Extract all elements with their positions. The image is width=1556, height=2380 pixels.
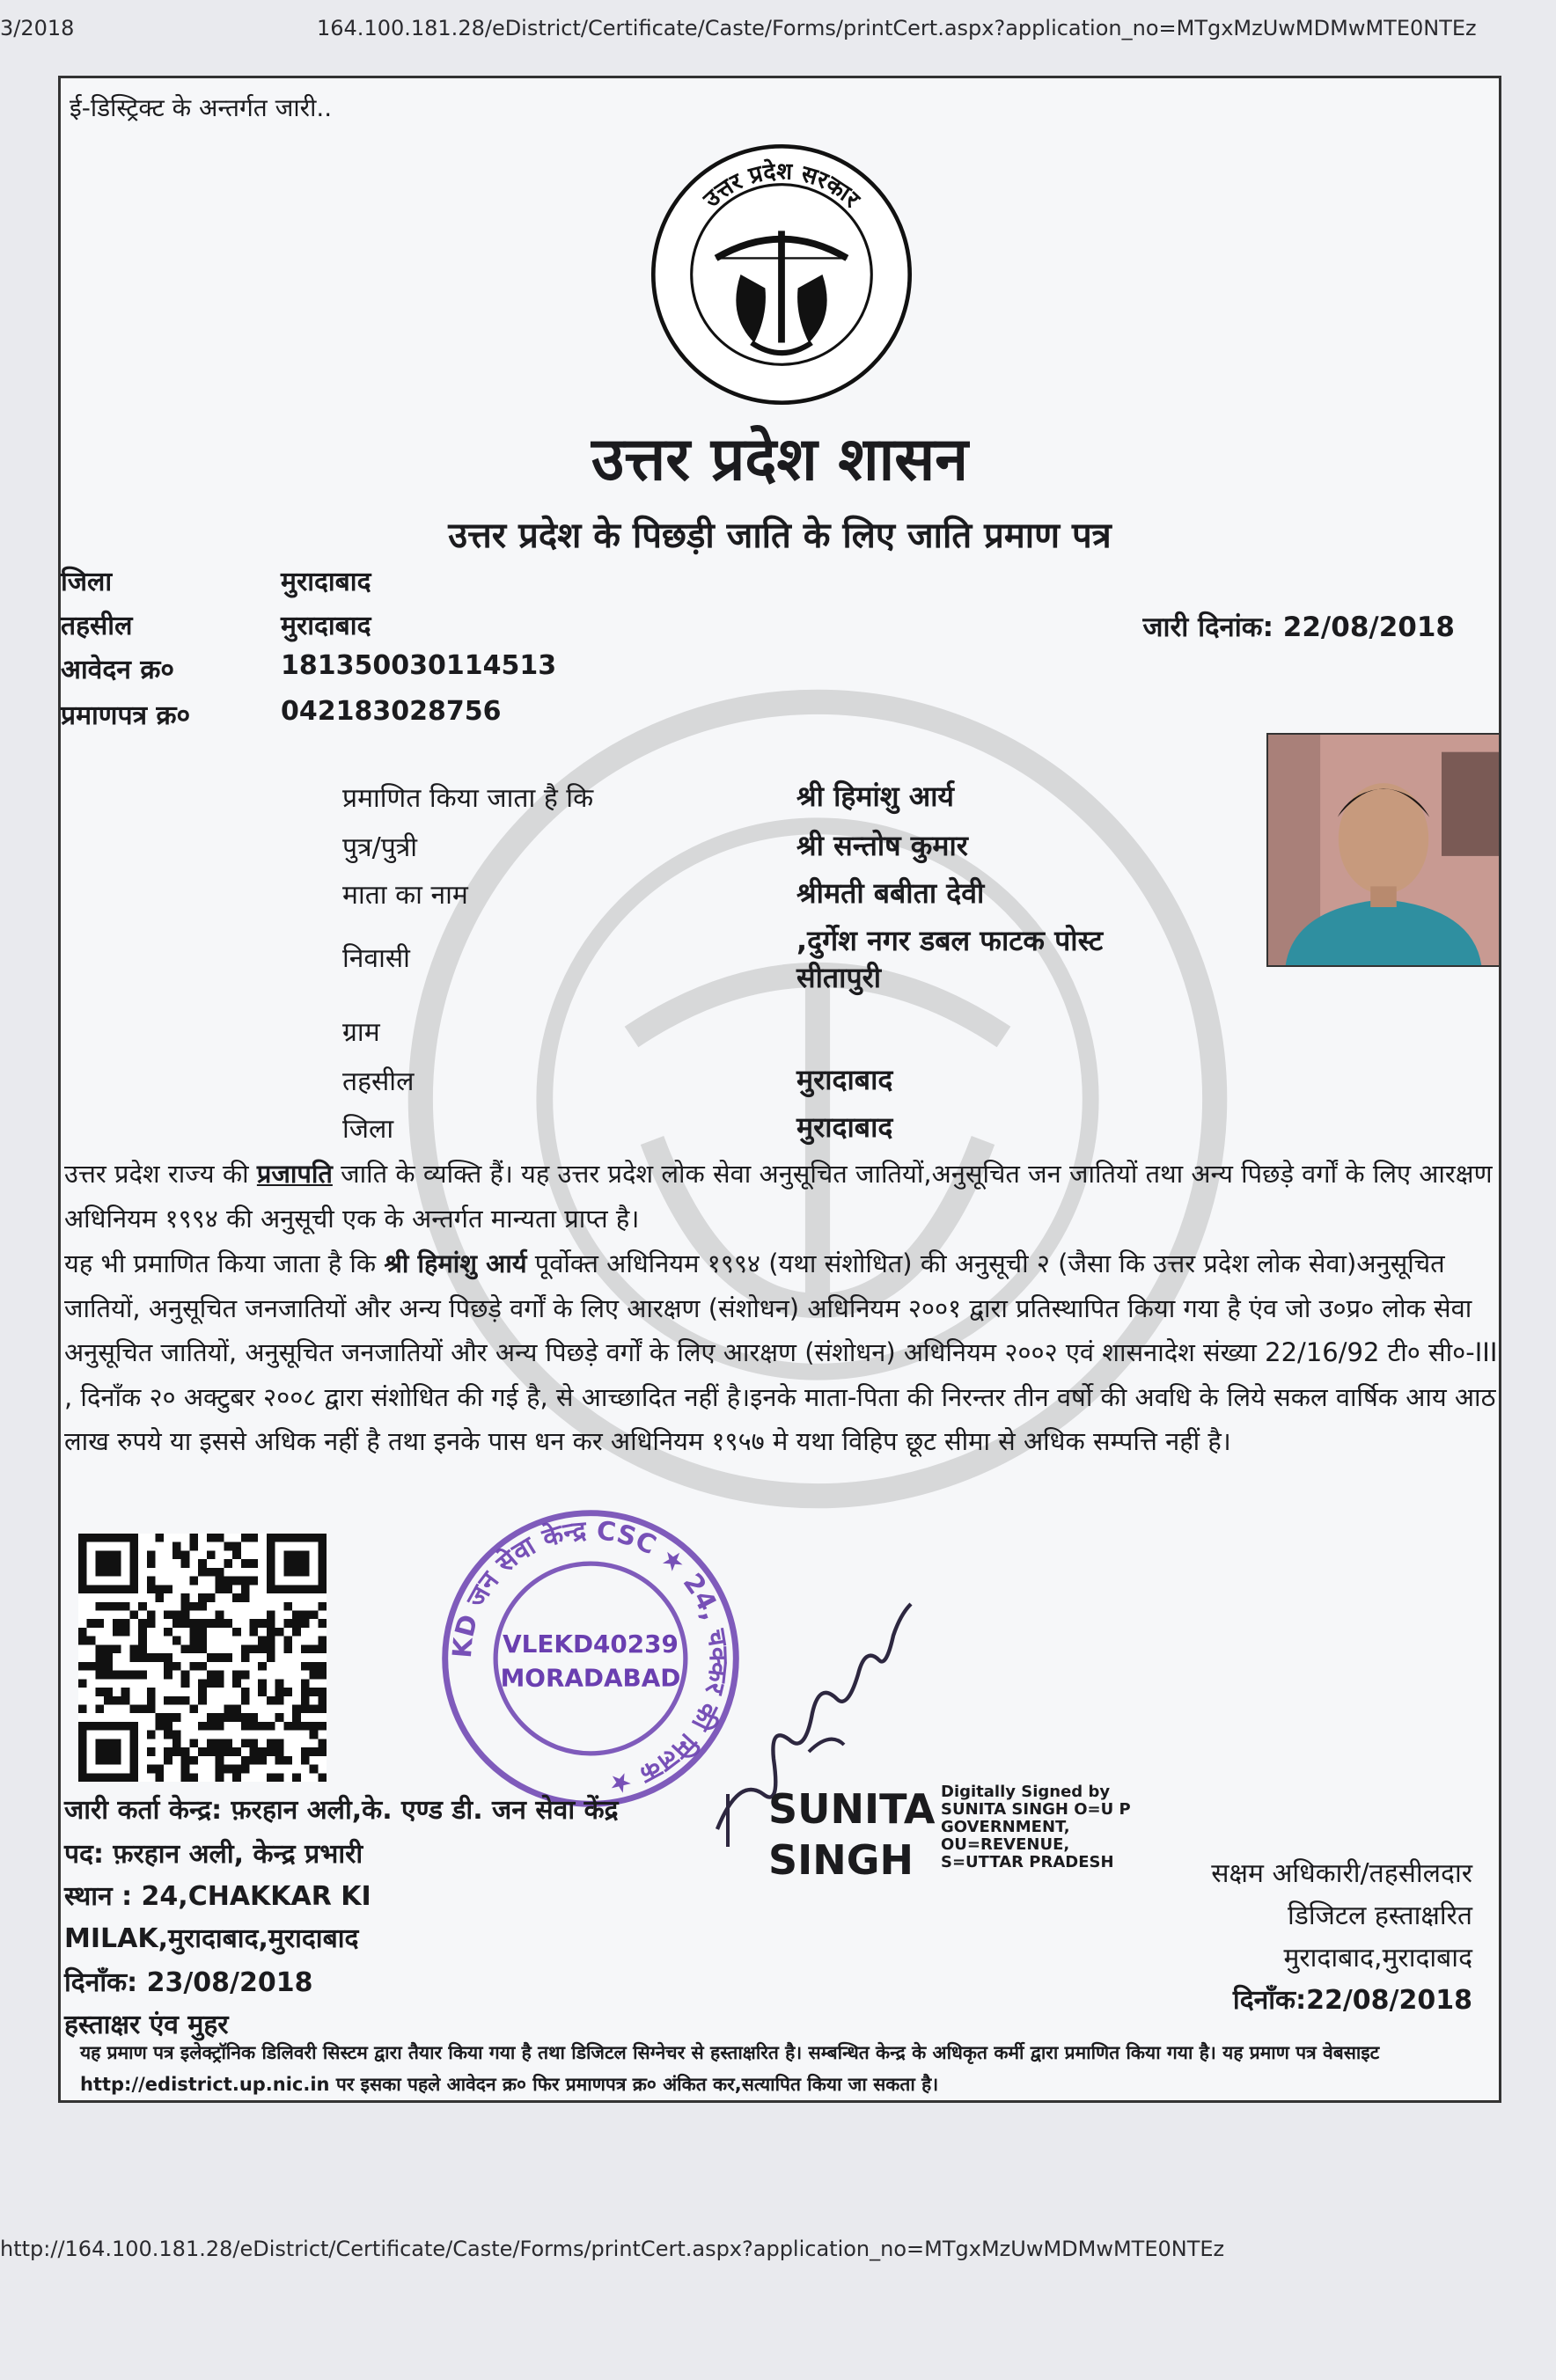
officer-title: सक्षम अधिकारी/तहसीलदार — [1211, 1858, 1472, 1889]
mother-name: श्रीमती बबीता देवी — [796, 876, 985, 910]
issuing-date: दिनाँक: 23/08/2018 — [64, 1967, 313, 1998]
field-tehsil-label: तहसील — [342, 1066, 415, 1097]
resident-label: निवासी — [342, 943, 410, 974]
village-label: ग्राम — [342, 1017, 380, 1048]
address-line2: सीतापुरी — [796, 961, 882, 994]
meta-district-value: मुरादाबाद — [281, 567, 371, 597]
print-date: 3/2018 — [0, 16, 75, 40]
issue-date-value: 22/08/2018 — [1282, 611, 1455, 643]
svg-text:KD जन सेवा केन्द्र CSC ★ 24, च: KD जन सेवा केन्द्र CSC ★ 24, चक्कर की मिलक ★ — [446, 1515, 735, 1801]
meta-application-label: आवेदन क्र० — [61, 655, 175, 685]
field-district-value: मुरादाबाद — [796, 1110, 893, 1144]
meta-certificate-number: 042183028756 — [281, 696, 502, 727]
print-footer-url: http://164.100.181.28/eDistrict/Certificate/Caste/Forms/printCert.aspx?application_no=MTgxMzUwMDMwMTE0NTEz — [0, 2237, 1225, 2261]
field-tehsil-value: मुरादाबाद — [796, 1063, 893, 1096]
officer-digital-signed: डिजिटल हस्ताक्षरित — [1288, 1900, 1472, 1931]
svg-text:उत्तर प्रदेश सरकार: उत्तर प्रदेश सरकार — [698, 158, 865, 214]
issue-date — [1143, 608, 1455, 645]
issuing-centre: जारी कर्ता केन्द्र: फ़रहान अली,के. एण्ड डी. जन सेवा केंद्र — [64, 1795, 619, 1826]
address-line1: ,दुर्गेश नगर डबल फाटक पोस्ट — [796, 924, 1104, 957]
officer-date: दिनाँक:22/08/2018 — [1232, 1985, 1472, 2016]
field-district-label: जिला — [342, 1114, 394, 1145]
issued-under-text: ई-डिस्ट्रिक्ट के अन्तर्गत जारी.. — [70, 93, 333, 122]
exclusion-statement: यह भी प्रमाणित किया जाता है कि श्री हिमांशु आर्य पूर्वोक्त अधिनियम १९९४ (यथा संशोधित) की अनुसूची २ (जैसा कि उत्तर प्रदेश लोक सेवा)अनुसूचित जातियों, अनुसूचित जनजातियों और अन्य पिछड़े वर्गों के लिए आरक्षण (संशोधन) अधिनियम २००१ द्वारा प्रतिस्थापित किया गया है एंव जो उ०प्र० लोक सेवा अनुसूचित जातियों, अनुसूचित जनजातियों और अन्य पिछड़े वर्गों के लिए आरक्षण (संशोधन) अधिनियम २००२ एवं शासनादेश संख्या 22/16/92 टी० सी०-III , दिनाँक २० अक्टुबर २००८ द्वारा संशोधित की गई है, से आच्छादित नहीं है।इनके माता-पिता की निरन्तर तीन वर्षो की अवधि के लिये सकल वार्षिक आय आठ लाख रुपये या इससे अधिक नहीं है तथा इनके पास धन कर अधिनियम १९५७ मे यथा विहिप छूट सीमा से अधिक सम्पत्ति नहीं है। — [64, 1249, 1498, 1456]
certificate-sheet — [58, 76, 1501, 2103]
issuing-place-line1: स्थान : 24,CHAKKAR KI — [64, 1881, 371, 1912]
digital-signer-name: SUNITA SINGH — [768, 1785, 936, 1884]
stamp-id: VLEKD40239 — [503, 1629, 679, 1659]
meta-tehsil-label: तहसील — [61, 611, 133, 641]
father-name: श्री सन्तोष कुमार — [796, 829, 968, 862]
applicant-photo — [1266, 733, 1501, 967]
digital-signature-info: Digitally Signed by SUNITA SINGH O=U P GOVERNMENT, OU=REVENUE, S=UTTAR PRADESH — [941, 1783, 1131, 1871]
sign-and-seal-label: हस्ताक्षर एंव मुहर — [64, 2010, 229, 2040]
meta-district-label: जिला — [61, 567, 113, 597]
holder-name-inline: श्री हिमांशु आर्य — [384, 1249, 527, 1278]
qr-code-icon — [78, 1534, 327, 1782]
meta-tehsil-value: मुरादाबाद — [281, 611, 371, 641]
issue-date-label: जारी दिनांक: — [1142, 611, 1273, 643]
issuing-post: पद: फ़रहान अली, केन्द्र प्रभारी — [64, 1839, 363, 1870]
mother-label: माता का नाम — [342, 880, 468, 911]
print-url: 164.100.181.28/eDistrict/Certificate/Caste/Forms/printCert.aspx?application_no=MTgxMzUwMDMwMTE0NTEz — [317, 16, 1477, 40]
stamp-city: MORADABAD — [500, 1663, 681, 1693]
meta-certificate-label: प्रमाणपत्र क्र० — [61, 700, 191, 731]
up-government-emblem-icon — [645, 138, 918, 411]
parent-label: पुत्र/पुत्री — [342, 832, 418, 863]
certified-label: प्रमाणित किया जाता है कि — [342, 783, 594, 814]
officer-place: मुरादाबाद,मुरादाबाद — [1283, 1943, 1472, 1974]
holder-name: श्री हिमांशु आर्य — [796, 780, 954, 813]
meta-application-number: 181350030114513 — [281, 650, 557, 681]
issuing-place-line2: MILAK,मुरादाबाद,मुरादाबाद — [64, 1923, 359, 1954]
verification-footnote: यह प्रमाण पत्र इलेक्ट्रॉनिक डिलिवरी सिस्टम द्वारा तैयार किया गया है तथा डिजिटल सिग्नेचर से हस्ताक्षरित है। सम्बन्धित केन्द्र के अधिकृत कर्मी द्वारा प्रमाणित किया गया है। यह प्रमाण पत्र वेबसाइट http://edistrict.up.nic.in पर इसका पहले आवेदन क्र० फिर प्रमाणपत्र क्र० अंकित कर,सत्यापित किया जा सकता है। — [80, 2042, 1380, 2095]
csc-seal-stamp — [437, 1505, 744, 1812]
certificate-subtitle: उत्तर प्रदेश के पिछड़ी जाति के लिए जाति प्रमाण पत्र — [448, 516, 1112, 556]
caste-name: प्रजापति — [256, 1159, 333, 1189]
caste-statement: उत्तर प्रदेश राज्य की प्रजापति जाति के व्यक्ति हैं। यह उत्तर प्रदेश लोक सेवा अनुसूचित जातियों,अनुसूचित जन जातियों तथा अन्य पिछड़े वर्गों के लिए आरक्षण अधिनियम १९९४ की अनुसूची एक के अन्तर्गत मान्यता प्राप्त है। — [64, 1159, 1493, 1234]
certificate-title: उत्तर प्रदेश शासन — [591, 424, 968, 494]
